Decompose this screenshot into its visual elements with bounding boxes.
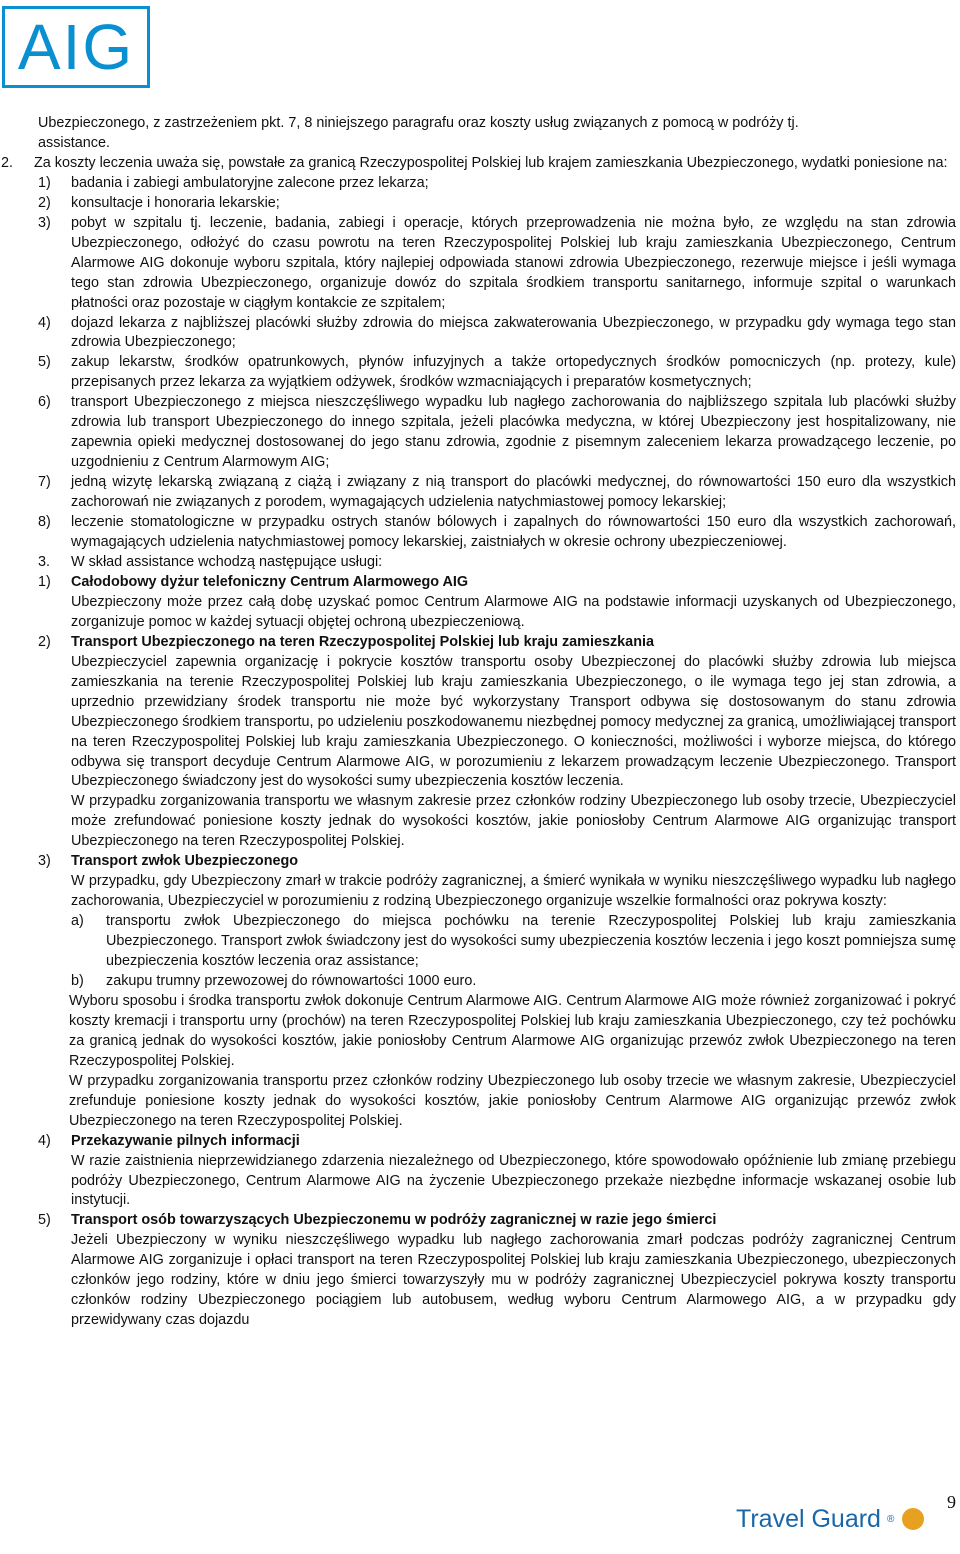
service-heading: 3) Transport zwłok Ubezpieczonego (38, 853, 299, 870)
service-text: Jeżeli Ubezpieczony w wyniku nieszczęśliwego wypadku lub nagłego zachorowania zmarł podczas podróży zagranicznej Centrum Alarmowe AIG zorganizuje i opłaci transport na teren Rzeczypospolitej Polskiej lub kraju zamieszkania Ubezpieczonego, ubezpieczonych członków jego rodziny, które w dniu jego śmierci towarzyszyły mu w podróży zagranicznej Ubezpieczyciel pokrywa koszty transportu członków rodziny Ubezpieczonego pociągiem lub autobusem, według wyboru Centrum Alarmowego AIG, a w przypadku gdy przewidywany czas dojazdu (71, 1232, 956, 1329)
service-heading: 1) Całodobowy dyżur telefoniczny Centrum Alarmowego AIG (38, 573, 469, 590)
intro-line: Ubezpieczonego, z zastrzeżeniem pkt. 7, 8 niniejszego paragrafu oraz koszty usług związanych z pomocą w podróży tj. (38, 115, 799, 131)
globe-icon (902, 1508, 924, 1530)
section-2 (1, 154, 956, 174)
section-text: Za koszty leczenia uważa się, powstałe za granicą Rzeczypospolitej Polskiej lub krajem zamieszkania Ubezpieczonego, wydatki poniesione na: (34, 154, 948, 171)
document-body (1, 114, 956, 1331)
costs-list (38, 174, 956, 553)
brand-name: Travel Guard (736, 1504, 881, 1533)
section-3: 3. W skład assistance wchodzą następujące usługi: (38, 553, 383, 570)
service-heading: 4) Przekazywanie pilnych informacji (38, 1132, 300, 1149)
section-number: 2. (1, 154, 14, 171)
registered-mark: ® (886, 1513, 895, 1525)
page-number: 9 (947, 1492, 956, 1512)
sub-list-item: a) transportu zwłok Ubezpieczonego do miejsca pochówku na terenie Rzeczypospolitej Polskiej lub kraju zamieszkania Ubezpieczonego. Transport zwłok świadczony jest do wysokości sumy ubezpieczenia kosztów leczenia i jego koszt pomniejsza sumę ubezpieczenia kosztów leczenia oraz assistance; (71, 913, 956, 970)
service-heading: 5) Transport osób towarzyszących Ubezpieczonemu w podróży zagranicznej w razie jego śmierci (38, 1212, 717, 1229)
list-item: 4) dojazd lekarza z najbliższej placówki służby zdrowia do miejsca zakwaterowania Ubezpieczonego, w przypadku gdy wymaga tego stan zdrowia Ubezpieczonego; (38, 314, 956, 351)
list-item: 3) pobyt w szpitalu tj. leczenie, badania, zabiegi i operacje, których przeprowadzenia nie można było, ze względu na stan zdrowia Ubezpieczonego, odłożyć do czasu powrotu na teren Rzeczypospolitej Polskiej lub kraju zamieszkania Ubezpieczonego, Centrum Alarmowe AIG dokonuje wyboru szpitala, który najlepiej odpowiada stanowi zdrowia Ubezpieczonego, rezerwuje miejsce i jeśli wymaga tego stan zdrowia Ubezpieczonego, organizuje dowóz do szpitala środkiem transportu sanitarnego, informuje szpital o warunkach płatności oraz pozostaje w ciągłym kontakcie ze szpitalem; (38, 214, 956, 311)
service-text: Ubezpieczony może przez całą dobę uzyskać pomoc Centrum Alarmowe AIG na podstawie informacji uzyskanych od Ubezpieczonego, zorganizuje pomoc w każdej sytuacji objętej ochroną ubezpieczeniową. (71, 593, 956, 630)
service-heading: 2) Transport Ubezpieczonego na teren Rzeczypospolitej Polskiej lub kraju zamieszkania (38, 633, 654, 650)
service-text: W przypadku, gdy Ubezpieczony zmarł w trakcie podróży zagranicznej, a śmierć wynikała w wyniku nieszczęśliwego wypadku lub nagłego zachorowania, Ubezpieczyciel w porozumieniu z rodziną Ubezpieczonego organizuje wszelkie formalności oraz pokrywa koszty: (71, 873, 956, 910)
intro-line: assistance. (38, 134, 110, 151)
list-item: 1) badania i zabiegi ambulatoryjne zalecone przez lekarza; (38, 174, 429, 191)
service-text: W przypadku zorganizowania transportu przez członków rodziny Ubezpieczonego lub osoby trzecie we własnym zakresie, Ubezpieczyciel zrefunduje poniesione koszty jednak do wysokości kosztów, jakie poniosłoby Centrum Alarmowe AIG organizując przewóz zwłok Ubezpieczonego na teren Rzeczypospolitej Polskiej. (69, 1072, 956, 1129)
service-text: Wyboru sposobu i środka transportu zwłok dokonuje Centrum Alarmowe AIG. Centrum Alarmowe AIG może również zorganizować i pokryć koszty kremacji i transportu urny (prochów) na teren Rzeczypospolitej Polskiej lub kraju zamieszkania Ubezpieczonego, czy też pochówku za granicą jednak do wysokości kosztów, jakie poniosłoby Centrum Alarmowe AIG organizując przewóz zwłok Ubezpieczonego na teren Rzeczypospolitej Polskiej. (69, 992, 956, 1069)
list-item: 6) transport Ubezpieczonego z miejsca nieszczęśliwego wypadku lub nagłego zachorowania do najbliższego szpitala lub placówki służby zdrowia lub transport Ubezpieczonego do innego szpitala, jeżeli placówka medyczna, w której Ubezpieczony jest hospitalizowany, nie zapewnia opieki medycznej dostosowanej do jego stanu zdrowia, zgodnie z pisemnym zaleceniem lekarza prowadzącego leczenie, po uzgodnieniu z Centrum Alarmowym AIG; (38, 394, 956, 471)
aig-logo: AIG (2, 6, 150, 88)
travel-guard-logo (736, 1502, 924, 1536)
service-text: Ubezpieczyciel zapewnia organizację i pokrycie kosztów transportu osoby Ubezpieczonej do placówki służby zdrowia lub miejsca zamieszkania na terenie Rzeczypospolitej Polskiej lub kraju zamieszkania Ubezpieczonego, o ile wymaga tego jej stan zdrowia, a uprzednio przewidziany środek transportu nie może być wykorzystany Transport odbywa się dostosowanym do stanu zdrowia Ubezpieczonego środkiem transportu, po udzieleniu poszkodowanemu niezbędnej pomocy medycznej za granicą, umożliwiającej transport na teren Rzeczypospolitej Polskiej lub kraju zamieszkania Ubezpieczonego. O konieczności, możliwości i wyborze miejsca, do którego odbywa się transport decyduje Centrum Alarmowe AIG, w porozumieniu z lekarzem prowadzącym leczenie Ubezpieczonego. Transport Ubezpieczonego świadczony jest do wysokości sumy ubezpieczenia kosztów leczenia. (71, 653, 956, 790)
sub-list-item: b) zakupu trumny przewozowej do równowartości 1000 euro. (71, 972, 477, 989)
list-item: 2) konsultacje i honoraria lekarskie; (38, 194, 280, 211)
list-item: 7) jedną wizytę lekarską związaną z ciążą i związany z nią transport do placówki medycznej, do równowartości 150 euro dla wszystkich zachorowań nie związanych z porodem, wymagających udzielenia natychmiastowej pomocy lekarskiej; (38, 474, 956, 511)
service-text: W przypadku zorganizowania transportu we własnym zakresie przez członków rodziny Ubezpieczonego lub osoby trzecie, Ubezpieczyciel może zrefundować poniesione koszty jednak do wysokości kosztów, jakie poniosłoby Centrum Alarmowe AIG organizując transport Ubezpieczonego na teren Rzeczypospolitej Polskiej. (71, 793, 956, 850)
service-text: W razie zaistnienia nieprzewidzianego zdarzenia niezależnego od Ubezpieczonego, które spowodowało opóźnienie lub zmianę przebiegu podróży Ubezpieczonego, Centrum Alarmowe AIG na życzenie Ubezpieczonego przekaże niezbędne informacje wskazanej osobie lub instytucji. (71, 1152, 956, 1209)
list-item: 5) zakup lekarstw, środków opatrunkowych, płynów infuzyjnych a także ortopedycznych środków pomocniczych (np. protezy, kule) przepisanych przez lekarza za wyjątkiem odżywek, środków wzmacniających i preparatów kosmetycznych; (38, 354, 956, 391)
list-item: 8) leczenie stomatologiczne w przypadku ostrych stanów bólowych i zapalnych do równowartości 150 euro dla wszystkich zachorowań, wymagających udzielenia natychmiastowej pomocy lekarskiej, zaistniałych w okresie ochrony ubezpieczeniowej. (38, 514, 956, 551)
